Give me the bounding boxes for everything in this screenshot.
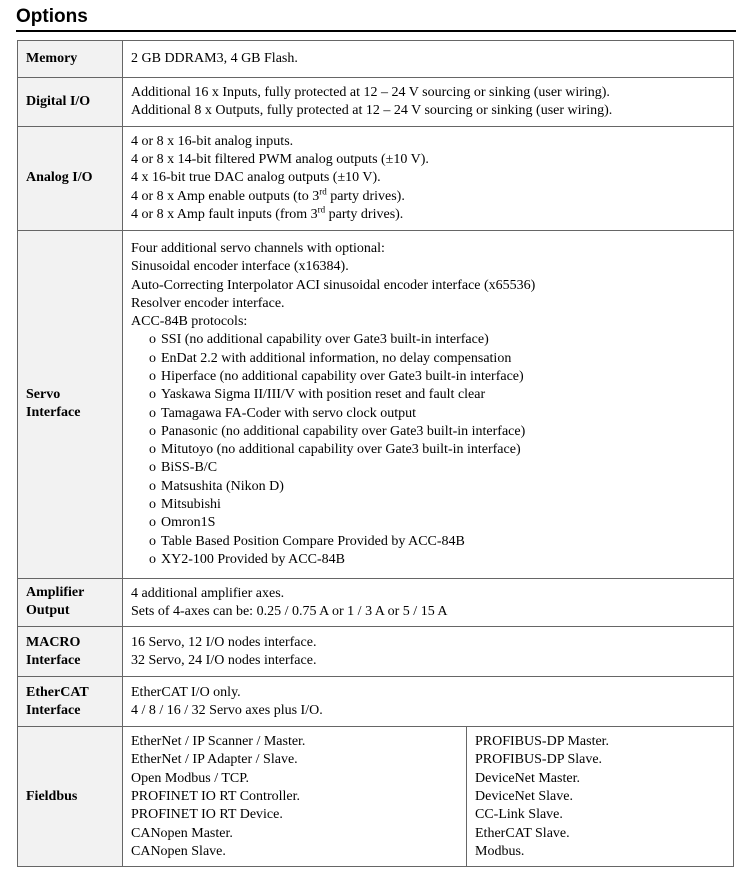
content-line-amp-enable <box>131 188 725 206</box>
fieldbus-item: EtherCAT Slave. <box>475 825 570 841</box>
row-label-analog-io: Analog I/O <box>18 126 123 230</box>
table-row-ethercat-interface <box>18 677 734 727</box>
protocol-text: SSI (no additional capability over Gate3 built-in interface) <box>161 332 489 348</box>
text-part: party drives). <box>325 207 404 223</box>
content-line: 4 x 16-bit true DAC analog outputs (±10 V). <box>131 170 381 186</box>
content-line: ACC-84B protocols: <box>131 314 248 330</box>
table-row-digital-io <box>18 78 734 127</box>
bullet-marker: o <box>149 442 156 458</box>
fieldbus-left-list <box>131 733 458 861</box>
bullet-marker: o <box>149 350 156 366</box>
content-line: EtherCAT I/O only. <box>131 684 241 700</box>
page-title: Options <box>16 6 88 27</box>
content-line: Additional 16 x Inputs, fully protected at 12 – 24 V sourcing or sinking (user wiring). <box>131 85 610 100</box>
content-line: Sets of 4-axes can be: 0.25 / 0.75 A or 1 / 3 A or 5 / 15 A <box>131 603 448 619</box>
protocol-list <box>131 331 725 569</box>
table-row-amplifier-output <box>18 578 734 627</box>
text-part: party drives). <box>326 188 405 204</box>
protocol-text: Mitsubishi <box>161 497 221 513</box>
row-content-servo-interface <box>123 230 734 578</box>
content-line: 2 GB DDRAM3, 4 GB Flash. <box>131 51 298 67</box>
content-line: Auto-Correcting Interpolator ACI sinusoidal encoder interface (x65536) <box>131 277 536 293</box>
protocol-item <box>131 551 725 569</box>
bullet-marker: o <box>149 533 156 549</box>
protocol-text: Yaskawa Sigma II/III/V with position reset and fault clear <box>161 387 486 403</box>
fieldbus-item: DeviceNet Master. <box>475 770 580 786</box>
content-line: 4 / 8 / 16 / 32 Servo axes plus I/O. <box>131 703 323 719</box>
label-line: Servo <box>26 387 61 403</box>
table-row-analog-io <box>18 126 734 230</box>
bullet-marker: o <box>149 369 156 384</box>
protocol-text: Hiperface (no additional capability over Gate3 built-in interface) <box>161 369 524 384</box>
content-line: Four additional servo channels with optional: <box>131 240 385 256</box>
label-line: MACRO <box>26 634 81 650</box>
table-row-servo-interface <box>18 230 734 578</box>
content-line: Additional 8 x Outputs, fully protected at 12 – 24 V sourcing or sinking (user wiring). <box>131 103 613 119</box>
superscript: rd <box>317 204 326 215</box>
label-line: EtherCAT <box>26 684 89 700</box>
protocol-item <box>131 350 725 368</box>
superscript: rd <box>319 186 327 197</box>
bullet-marker: o <box>149 478 156 494</box>
options-table <box>17 40 734 867</box>
fieldbus-item: EtherNet / IP Scanner / Master. <box>131 734 306 750</box>
bullet-marker: o <box>149 497 156 513</box>
bullet-marker: o <box>149 423 156 439</box>
label-line: Output <box>26 603 70 619</box>
protocol-text: BiSS-B/C <box>161 460 218 476</box>
table-row-macro-interface <box>18 627 734 677</box>
fieldbus-right-column <box>467 727 734 867</box>
fieldbus-right-list <box>475 733 725 861</box>
content-line: 4 or 8 x 16-bit analog inputs. <box>131 133 294 149</box>
row-content-amplifier-output <box>123 578 734 627</box>
fieldbus-item: EtherNet / IP Adapter / Slave. <box>131 752 298 768</box>
row-label-fieldbus: Fieldbus <box>18 727 123 867</box>
bullet-marker: o <box>149 387 156 403</box>
row-label-digital-io: Digital I/O <box>18 78 123 127</box>
label-line: Interface <box>26 405 81 421</box>
protocol-text: Panasonic (no additional capability over Gate3 built-in interface) <box>161 423 526 439</box>
protocol-item <box>131 478 725 496</box>
fieldbus-item: PROFIBUS-DP Slave. <box>475 752 603 768</box>
protocol-text: XY2-100 Provided by ACC-84B <box>161 551 345 567</box>
content-line: Resolver encoder interface. <box>131 295 285 311</box>
protocol-text: EnDat 2.2 with additional information, no delay compensation <box>161 350 512 366</box>
row-content-macro-interface <box>123 627 734 677</box>
row-label-macro-interface <box>18 627 123 677</box>
row-content-ethercat-interface <box>123 677 734 727</box>
content-line: 4 additional amplifier axes. <box>131 585 285 601</box>
row-label-servo-interface <box>18 230 123 578</box>
fieldbus-left-column <box>123 727 467 867</box>
content-line: 4 or 8 x 14-bit filtered PWM analog outputs (±10 V). <box>131 152 429 168</box>
fieldbus-item: Open Modbus / TCP. <box>131 770 249 786</box>
protocol-item <box>131 386 725 404</box>
fieldbus-item: Modbus. <box>475 843 525 859</box>
fieldbus-item: PROFINET IO RT Controller. <box>131 789 300 805</box>
row-content-analog-io <box>123 126 734 230</box>
protocol-item <box>131 459 725 477</box>
protocol-text: Table Based Position Compare Provided by ACC-84B <box>161 533 465 549</box>
title-underline <box>16 30 736 32</box>
fieldbus-item: PROFINET IO RT Device. <box>131 807 283 823</box>
label-line: Interface <box>26 652 81 668</box>
bullet-marker: o <box>149 460 156 476</box>
table-row-fieldbus <box>18 727 734 867</box>
protocol-item <box>131 405 725 423</box>
protocol-text: Omron1S <box>161 515 216 531</box>
text-part: 4 or 8 x Amp enable outputs (to 3 <box>131 188 320 204</box>
row-content-digital-io <box>123 78 734 127</box>
protocol-item <box>131 441 725 459</box>
content-line: 16 Servo, 12 I/O nodes interface. <box>131 634 317 650</box>
fieldbus-item: CANopen Slave. <box>131 843 226 859</box>
protocol-item <box>131 496 725 514</box>
fieldbus-item: CC-Link Slave. <box>475 807 563 823</box>
protocol-text: Mitutoyo (no additional capability over Gate3 built-in interface) <box>161 442 521 458</box>
row-content-memory <box>123 41 734 78</box>
content-line-amp-fault <box>131 206 725 224</box>
row-label-ethercat-interface <box>18 677 123 727</box>
label-line: Interface <box>26 702 81 718</box>
content-line: Sinusoidal encoder interface (x16384). <box>131 259 349 275</box>
row-label-amplifier-output <box>18 578 123 627</box>
table-row-memory <box>18 41 734 78</box>
bullet-marker: o <box>149 405 156 421</box>
protocol-item <box>131 368 725 386</box>
protocol-item <box>131 514 725 532</box>
label-line: Amplifier <box>26 585 85 601</box>
fieldbus-item: DeviceNet Slave. <box>475 789 573 805</box>
fieldbus-item: CANopen Master. <box>131 825 233 841</box>
protocol-item <box>131 533 725 551</box>
bullet-marker: o <box>149 551 156 567</box>
protocol-item <box>131 331 725 349</box>
row-label-memory: Memory <box>18 41 123 78</box>
protocol-item <box>131 423 725 441</box>
protocol-text: Matsushita (Nikon D) <box>161 478 284 494</box>
protocol-text: Tamagawa FA-Coder with servo clock output <box>161 405 416 421</box>
text-part: 4 or 8 x Amp fault inputs (from 3 <box>131 207 318 223</box>
bullet-marker: o <box>149 515 156 531</box>
content-line: 32 Servo, 24 I/O nodes interface. <box>131 653 317 669</box>
bullet-marker: o <box>149 332 156 348</box>
fieldbus-item: PROFIBUS-DP Master. <box>475 734 610 750</box>
